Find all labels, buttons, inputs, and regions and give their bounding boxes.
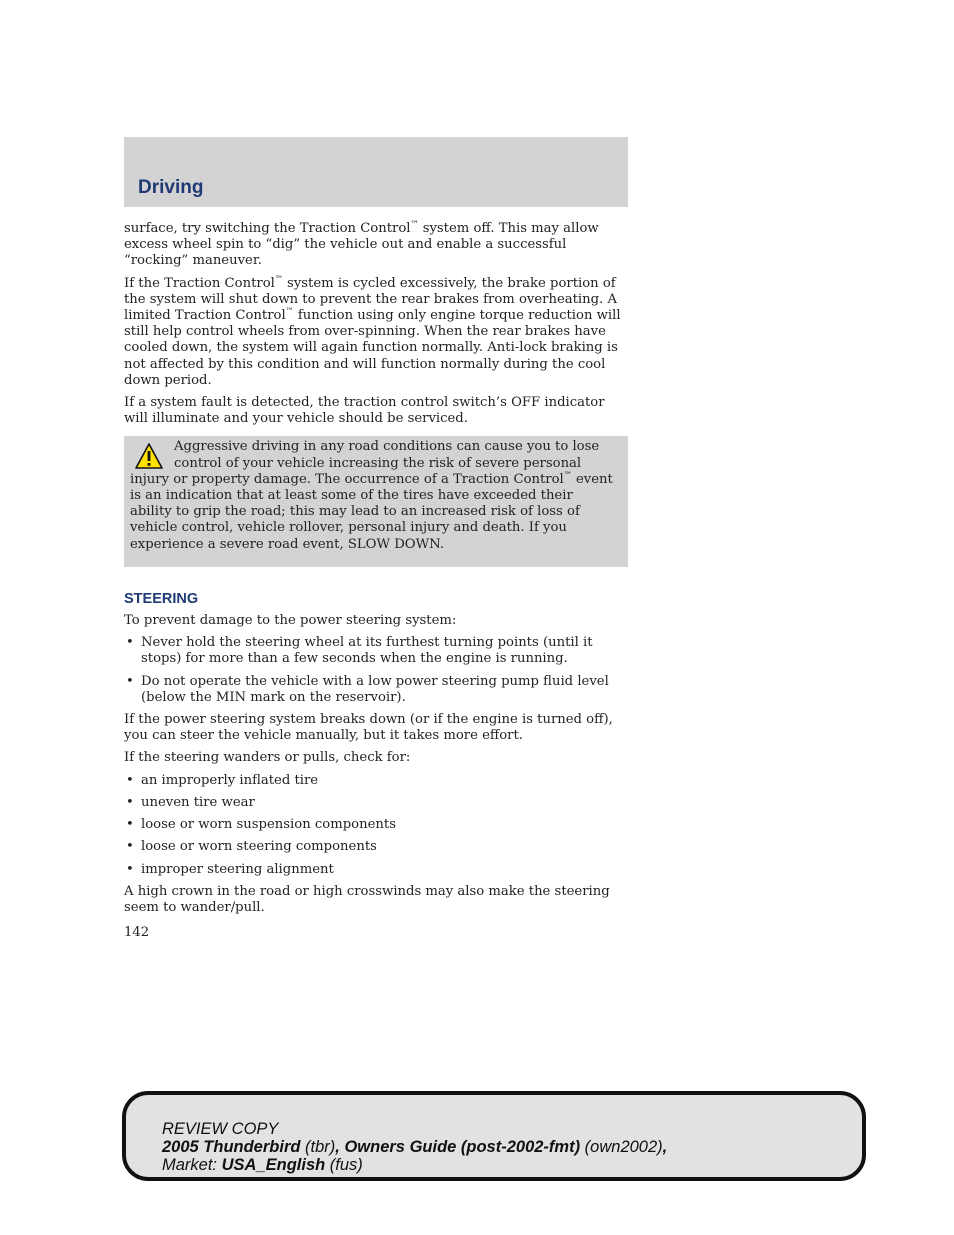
- steering-closing-paragraph: A high crown in the road or high crosswinds may also make the steering seem to wander/pull.: [124, 883, 610, 915]
- steering-breakdown-paragraph: If the power steering system breaks down (or if the engine is turned off), you can steer the vehicle manually, but it takes more effort.: [124, 712, 613, 744]
- page-number: 142: [124, 925, 150, 941]
- review-copy-footer: [122, 1091, 866, 1181]
- page-content: [124, 221, 624, 941]
- trademark-mark: ™: [563, 470, 572, 480]
- list-item: • loose or worn suspension components: [124, 817, 624, 833]
- steering-heading: STEERING: [124, 590, 199, 607]
- section-title: Driving: [138, 177, 204, 198]
- list-item: • uneven tire wear: [124, 795, 624, 811]
- paragraph-system-fault: If a system fault is detected, the traction control switch’s OFF indicator will illuminate and your vehicle should be serviced.: [124, 395, 605, 427]
- steering-intro: To prevent damage to the power steering system:: [124, 613, 457, 629]
- warning-box: [124, 436, 628, 566]
- footer-model-line: 2005 Thunderbird (tbr), Owners Guide (post-2002-fmt) (own2002),: [162, 1138, 668, 1156]
- list-item: • Never hold the steering wheel at its furthest turning points (until it stops) for more than a few seconds when the engine is running.: [124, 635, 624, 667]
- footer-market-line: Market: USA_English (fus): [162, 1156, 363, 1174]
- steering-check-intro: If the steering wanders or pulls, check for:: [124, 750, 411, 766]
- paragraph-traction-switch-off: surface, try switching the Traction Control™ system off. This may allow excess wheel spin to “dig” the vehicle out and enable a successful “rocking” maneuver.: [124, 219, 599, 269]
- warning-text: Aggressive driving in any road conditions can cause you to lose control of your vehicle increasing the risk of severe personal injury or property damage. The occurrence of a Traction Control™ event is an indication that at least some of the tires have exceeded their ability to grip the road; this may lead to an increased risk of loss of vehicle control, vehicle rollover, personal injury and death. If you experience a severe road event, SLOW DOWN.: [130, 439, 613, 552]
- trademark-mark: ™: [274, 274, 283, 284]
- paragraph-traction-cycled: If the Traction Control™ system is cycled excessively, the brake portion of the system will shut down to prevent the rear brakes from overheating. A limited Traction Control™ function using only engine torque reduction will still help control wheels from over-spinning. When the rear brakes have cooled down, the system will again function normally. Anti-lock braking is not affected by this condition and will function normally during the cool down period.: [124, 274, 621, 388]
- warning-triangle-icon: [134, 442, 164, 470]
- list-item: • improper steering alignment: [124, 862, 624, 878]
- steering-precautions-list: [124, 635, 624, 706]
- footer-text: [162, 1120, 667, 1174]
- section-header: [124, 137, 628, 207]
- list-item: • loose or worn steering components: [124, 839, 624, 855]
- list-item: • Do not operate the vehicle with a low power steering pump fluid level (below the MIN mark on the reservoir).: [124, 674, 624, 706]
- list-item: • an improperly inflated tire: [124, 773, 624, 789]
- trademark-mark: ™: [285, 306, 294, 316]
- steering-check-list: [124, 773, 624, 878]
- review-copy-label: REVIEW COPY: [162, 1120, 279, 1138]
- trademark-mark: ™: [410, 219, 419, 229]
